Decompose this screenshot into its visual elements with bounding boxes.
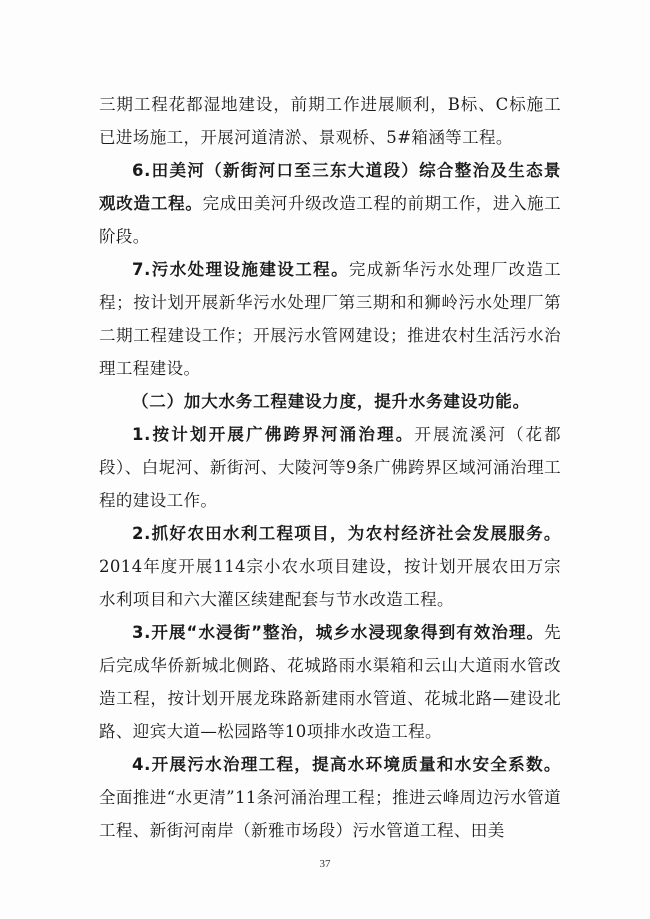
item-heading: 2.抓好农田水利工程项目，为农村经济社会发展服务。 [132,524,561,543]
page-content [99,88,561,847]
paragraph-text: 完成新华污水处理厂改造工程；按计划开展新华污水处理厂第三期和和狮岭污水处理厂第二期工程建设工作；开展污水管网建设；推进农村生活污水治理工程建设。 [99,260,561,378]
paragraph-text: 2014年度开展114宗小农水项目建设，按计划开展农田万宗水利项目和六大灌区续建配套与节水改造工程。 [99,557,561,609]
paragraph-item-3 [99,616,561,748]
paragraph-item-7 [99,253,561,385]
paragraph-text: 完成田美河升级改造工程的前期工作，进入施工阶段。 [99,194,561,246]
item-heading: 7.污水处理设施建设工程。 [132,260,350,279]
paragraph-item-2 [99,517,561,616]
paragraph-continuation [99,88,561,154]
paragraph-item-6 [99,154,561,253]
page-number: 37 [319,858,331,870]
section-title: （二）加大水务工程建设力度，提升水务建设功能。 [132,392,530,411]
paragraph-text: 先后完成华侨新城北侧路、花城路雨水渠箱和云山大道雨水管改造工程，按计划开展龙珠路新建雨水管道、花城北路—建设北路、迎宾大道—松园路等10项排水改造工程。 [99,623,561,741]
item-heading: 4.开展污水治理工程，提高水环境质量和水安全系数。 [132,755,561,774]
paragraph-item-1 [99,418,561,517]
paragraph-item-4 [99,748,561,847]
paragraph-text: 三期工程花都湿地建设，前期工作进展顺利，B标、C标施工已进场施工，开展河道清淤、景观桥、5#箱涵等工程。 [99,95,561,147]
item-heading: 6.田美河（新街河口至三东大道段）综合整治及生态景观改造工程。 [99,161,561,213]
paragraph-text: 开展流溪河（花都段）、白坭河、新街河、大陵河等9条广佛跨界区域河涌治理工程的建设工作。 [99,425,561,510]
item-heading: 1.按计划开展广佛跨界河涌治理。 [132,425,415,444]
item-heading: 3.开展“水浸街”整治，城乡水浸现象得到有效治理。 [132,623,545,642]
paragraph-text: 全面推进“水更清”11条河涌治理工程；推进云峰周边污水管道工程、新街河南岸（新雅市场段）污水管道工程、田美 [99,788,561,840]
